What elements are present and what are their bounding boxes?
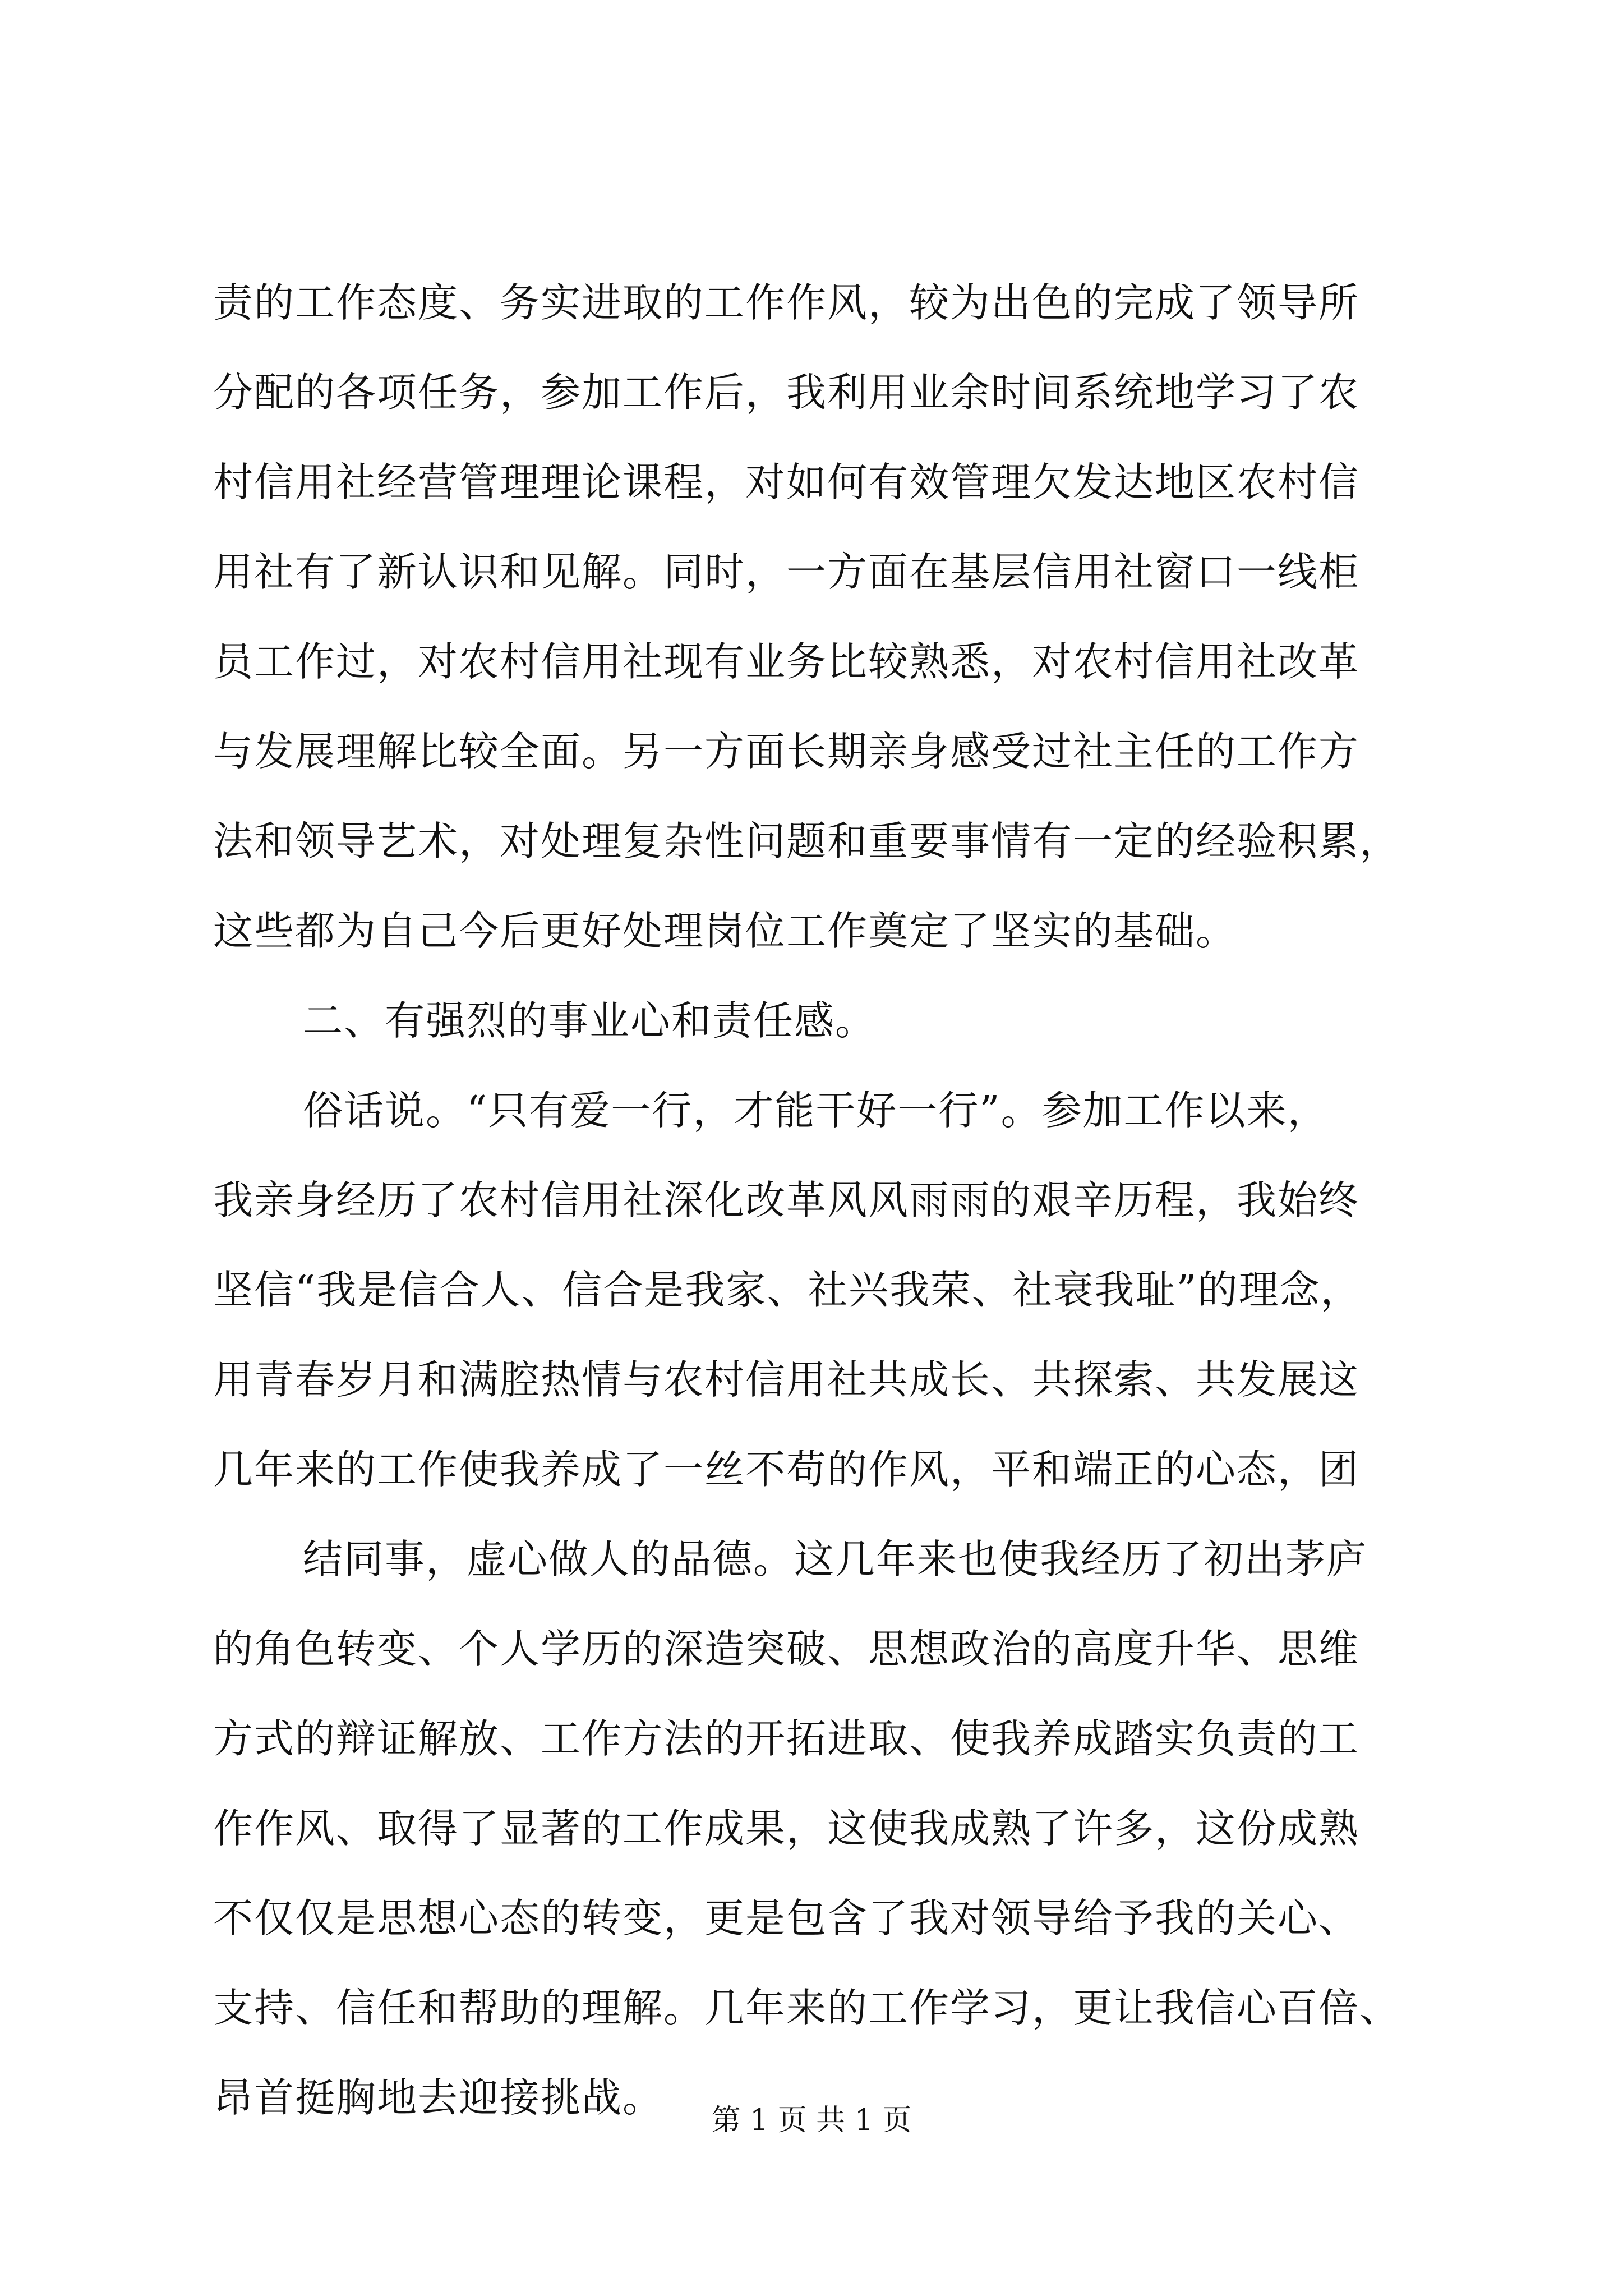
body-line-10: 俗话说。“只有爱一行，才能干好一行”。参加工作以来， — [303, 1087, 1329, 1134]
body-line-6: 与发展理解比较全面。另一方面长期亲身感受过社主任的工作方 — [213, 728, 1360, 775]
body-line-4: 用社有了新认识和见解。同时，一方面在基层信用社窗口一线柜 — [213, 549, 1360, 595]
body-line-1: 责的工作态度、务实进取的工作作风，较为出色的完成了领导所 — [213, 279, 1360, 326]
body-line-12: 坚信“我是信合人、信合是我家、社兴我荣、社衰我耻”的理念， — [213, 1267, 1362, 1313]
body-line-18: 作作风、取得了显著的工作成果，这使我成熟了许多，这份成熟 — [213, 1805, 1360, 1852]
body-line-19: 不仅仅是思想心态的转变，更是包含了我对领导给予我的关心、 — [213, 1895, 1360, 1941]
body-line-16: 的角色转变、个人学历的深造突破、思想政治的高度升华、思维 — [213, 1626, 1360, 1672]
body-line-21: 昂首挺胸地去迎接挑战。 — [213, 2074, 664, 2121]
page-footer — [0, 2098, 1623, 2143]
body-line-7: 法和领导艺术，对处理复杂性问题和重要事情有一定的经验积累， — [213, 818, 1401, 864]
document-body — [213, 258, 1481, 2143]
page-number-label: 第 1 页 共 1 页 — [711, 2104, 912, 2137]
body-line-14: 几年来的工作使我养成了一丝不苟的作风，平和端正的心态，团 — [213, 1446, 1360, 1493]
body-line-13: 用青春岁月和满腔热情与农村信用社共成长、共探索、共发展这 — [213, 1356, 1360, 1403]
body-line-2: 分配的各项任务，参加工作后，我利用业余时间系统地学习了农 — [213, 369, 1360, 416]
body-line-20: 支持、信任和帮助的理解。几年来的工作学习，更让我信心百倍、 — [213, 1985, 1401, 2031]
body-line-17: 方式的辩证解放、工作方法的开拓进取、使我养成踏实负责的工 — [213, 1715, 1360, 1762]
section-heading-2: 二、有强烈的事业心和责任感。 — [303, 997, 877, 1044]
body-line-3: 村信用社经营管理理论课程，对如何有效管理欠发达地区农村信 — [213, 459, 1360, 505]
body-line-15: 结同事，虚心做人的品德。这几年来也使我经历了初出茅庐 — [303, 1536, 1368, 1582]
body-line-11: 我亲身经历了农村信用社深化改革风风雨雨的艰辛历程，我始终 — [213, 1177, 1360, 1223]
body-line-5: 员工作过，对农村信用社现有业务比较熟悉，对农村信用社改革 — [213, 638, 1360, 685]
body-line-8: 这些都为自己今后更好处理岗位工作奠定了坚实的基础。 — [213, 908, 1237, 954]
